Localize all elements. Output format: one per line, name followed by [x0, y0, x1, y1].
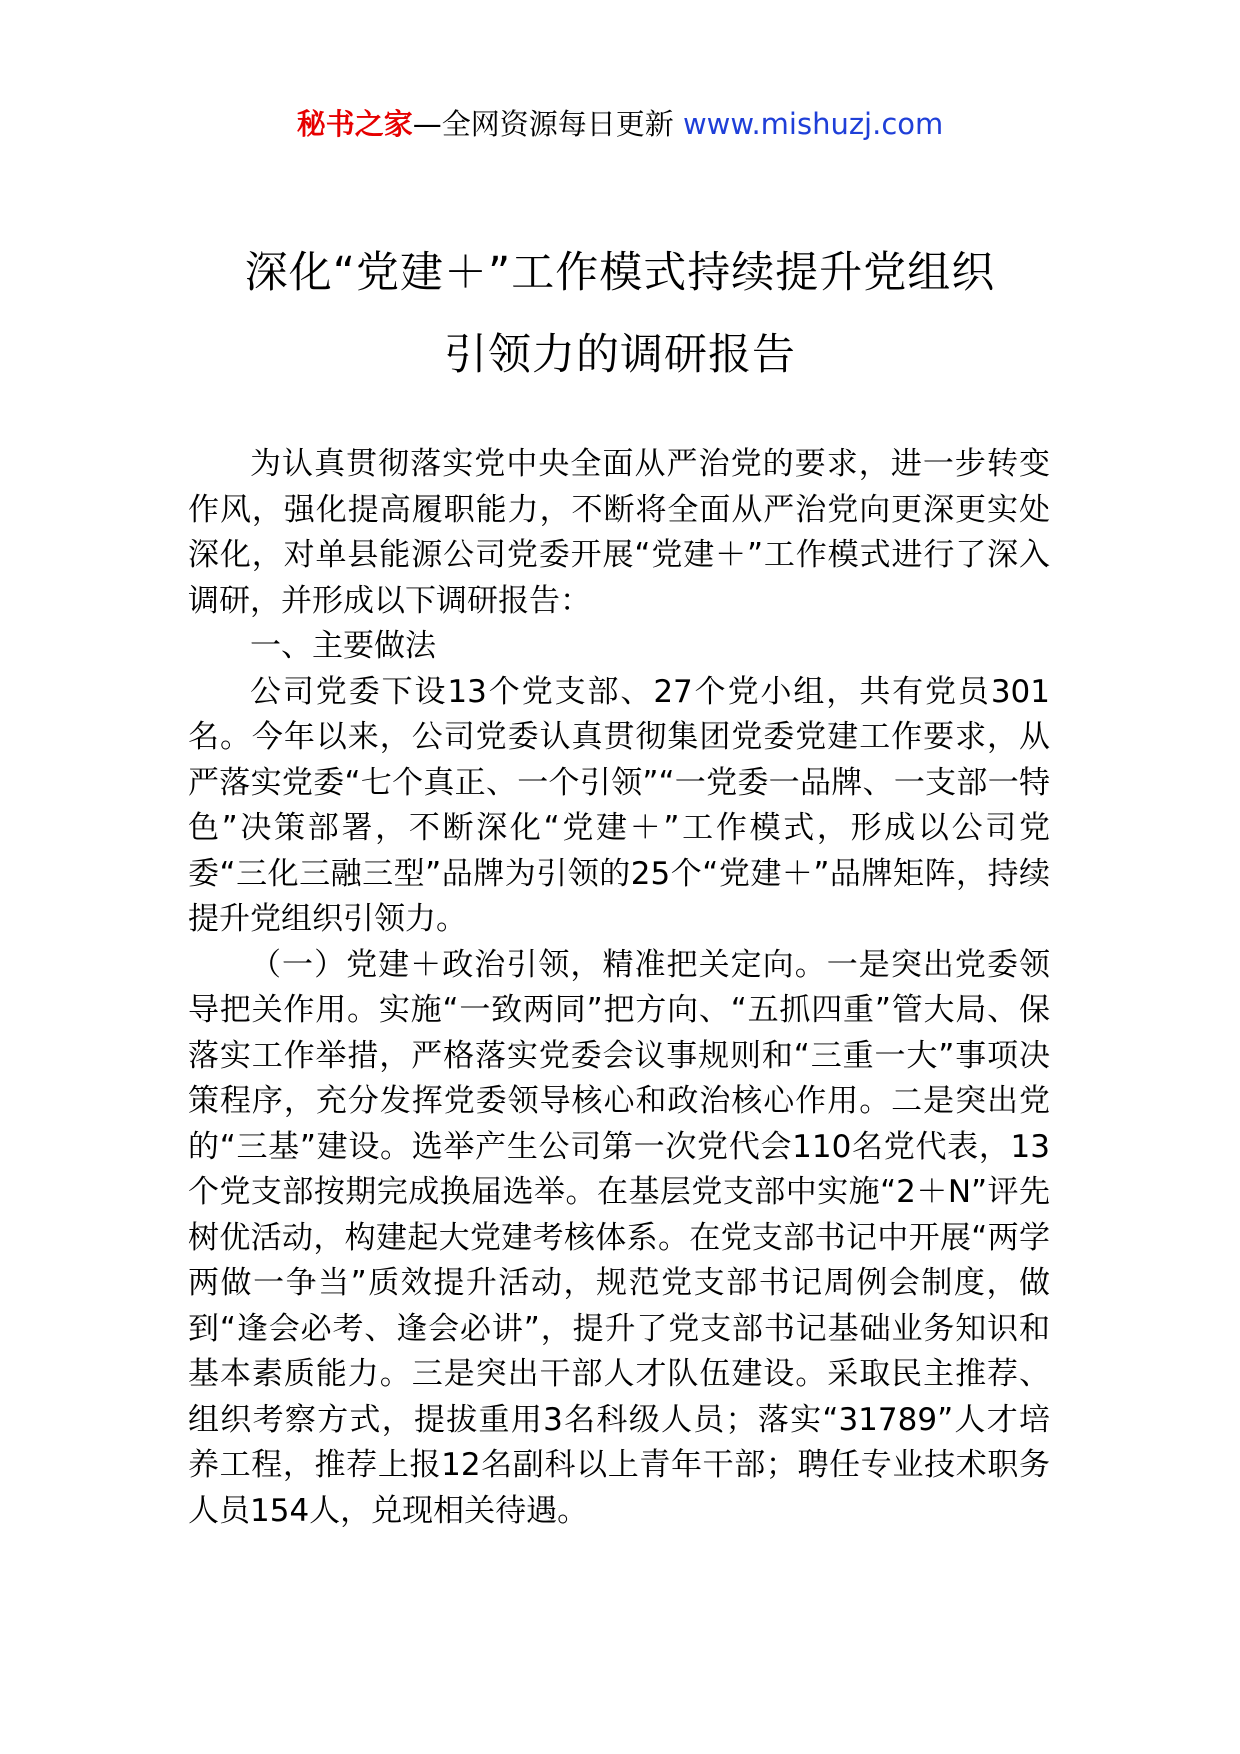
- site-slogan: —全网资源每日更新: [412, 107, 683, 141]
- site-header: [0, 104, 1240, 144]
- section-heading: 一、主要做法: [250, 628, 436, 664]
- intro-paragraph: 为认真贯彻落实党中央全面从严治党的要求，进一步转变作风，强化提高履职能力，不断将全面从严治党向更深更实处深化，对单县能源公司党委开展“党建＋”工作模式进行了深入调研，并形成以下调研报告：: [188, 446, 1050, 619]
- document-title: [150, 232, 1090, 396]
- brand-name: 秘书之家: [296, 107, 413, 141]
- title-line-1: 深化“党建＋”工作模式持续提升党组织: [244, 248, 996, 298]
- title-line-2: 引领力的调研报告: [444, 330, 796, 380]
- site-url-link[interactable]: www.mishuzj.com: [682, 107, 944, 141]
- document-body: [188, 442, 1050, 1534]
- political-guidance-paragraph: （一）党建＋政治引领，精准把关定向。一是突出党委领导把关作用。实施“一致两同”把方向、“五抓四重”管大局、保落实工作举措，严格落实党委会议事规则和“三重一大”事项决策程序，充分发挥党委领导核心和政治核心作用。二是突出党的“三基”建设。选举产生公司第一次党代会110名党代表，13个党支部按期完成换届选举。在基层党支部中实施“2＋N”评先树优活动，构建起大党建考核体系。在党支部书记中开展“两学两做一争当”质效提升活动，规范党支部书记周例会制度，做到“逢会必考、逢会必讲”，提升了党支部书记基础业务知识和基本素质能力。三是突出干部人才队伍建设。采取民主推荐、组织考察方式，提拔重用3名科级人员；落实“31789”人才培养工程，推荐上报12名副科以上青年干部；聘任专业技术职务人员154人，兑现相关待遇。: [188, 946, 1050, 1529]
- overview-paragraph: 公司党委下设13个党支部、27个党小组，共有党员301名。今年以来，公司党委认真贯彻集团党委党建工作要求，从严落实党委“七个真正、一个引领”“一党委一品牌、一支部一特色”决策部署，不断深化“党建＋”工作模式，形成以公司党委“三化三融三型”品牌为引领的25个“党建＋”品牌矩阵，持续提升党组织引领力。: [188, 673, 1050, 937]
